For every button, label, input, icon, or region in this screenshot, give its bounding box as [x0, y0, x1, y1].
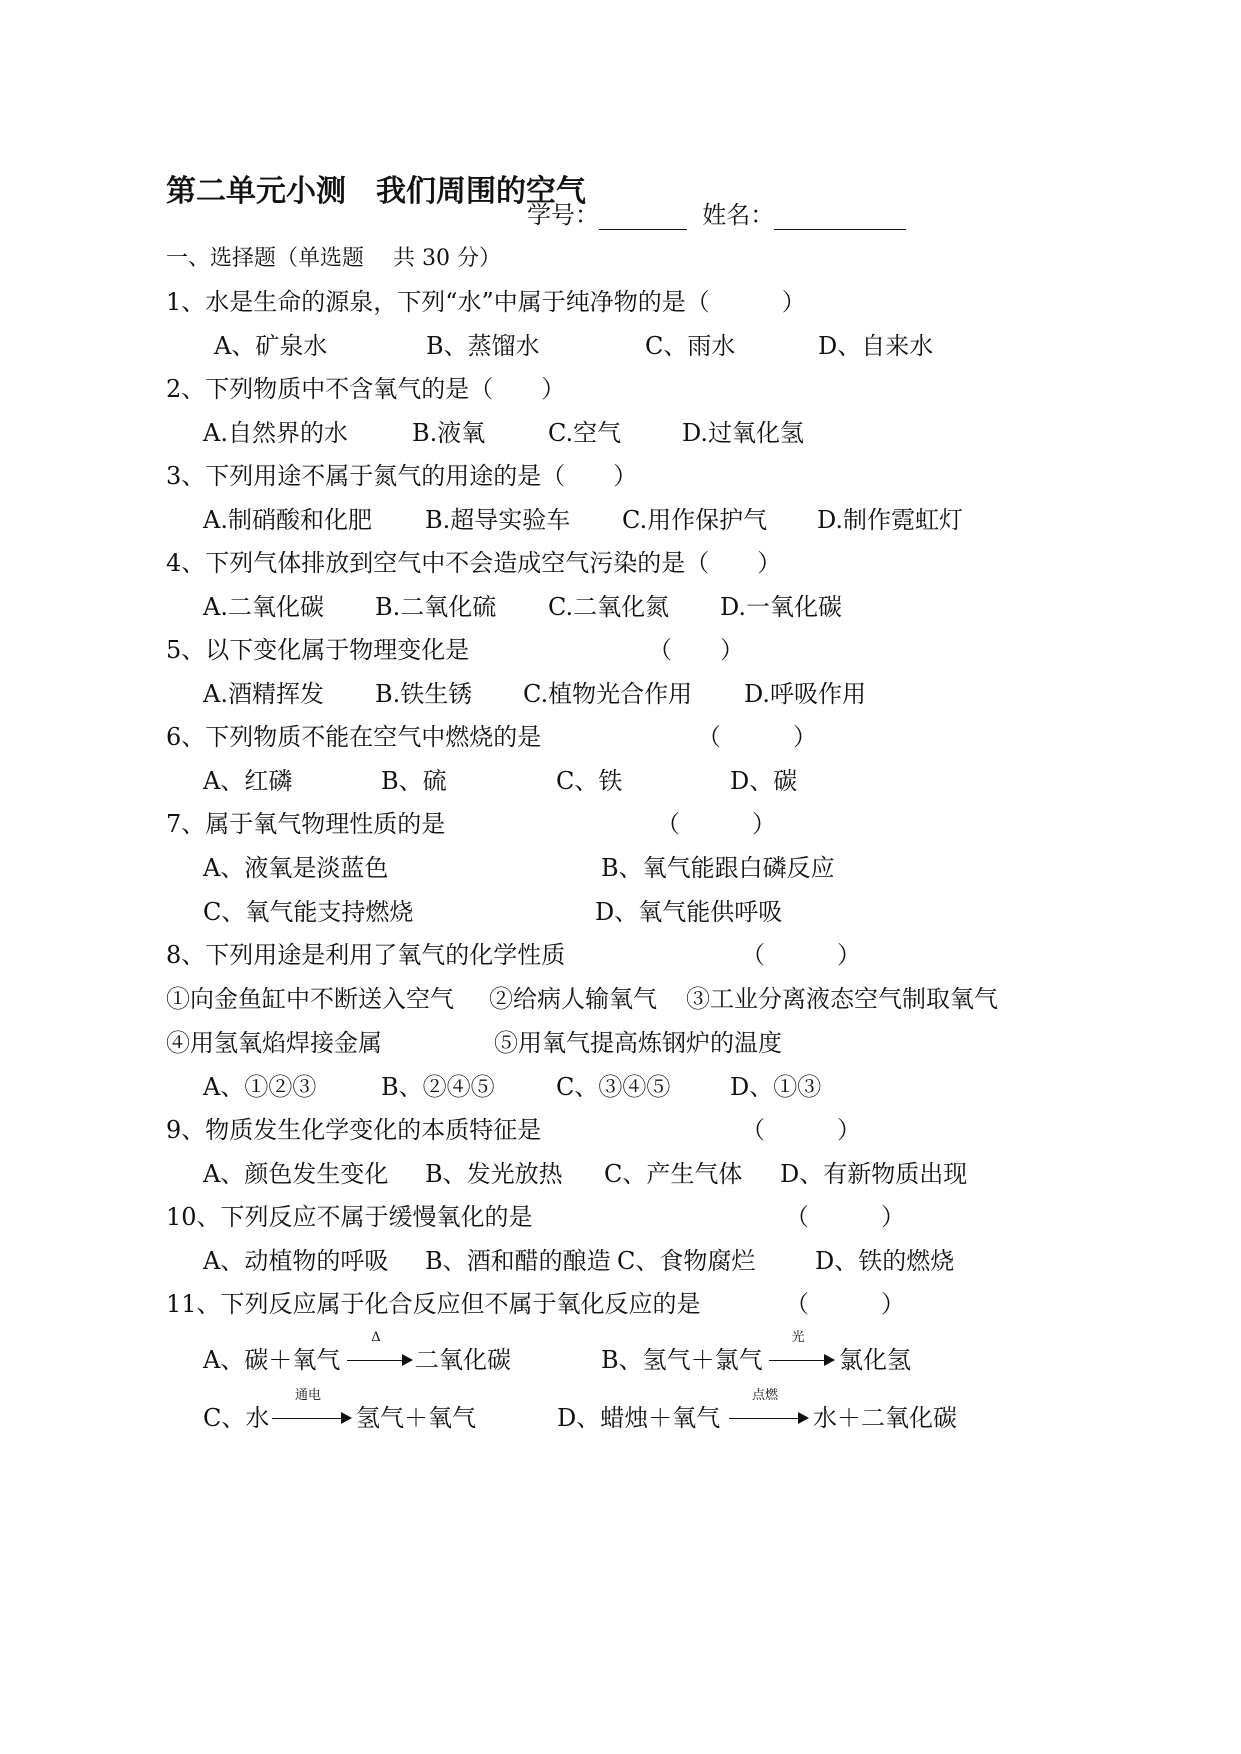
q11-option-c-condition: 通电	[294, 1388, 321, 1403]
q1-option-c[interactable]: C、雨水	[645, 332, 736, 360]
q1-option-d[interactable]: D、自来水	[818, 332, 934, 360]
question-4: 4、下列气体排放到空气中不会造成空气污染的是（ ）	[166, 549, 782, 577]
question-6: 6、下列物质不能在空气中燃烧的是	[166, 723, 542, 751]
q11-option-a-products: 二氧化碳	[415, 1346, 511, 1374]
q8-option-d[interactable]: D、①③	[730, 1073, 822, 1101]
student-name-blank[interactable]	[774, 207, 906, 230]
question-10: 10、下列反应不属于缓慢氧化的是	[166, 1203, 533, 1231]
q8-item-1: ①向金鱼缸中不断送入空气	[166, 985, 454, 1013]
question-11: 11、下列反应属于化合反应但不属于氧化反应的是	[166, 1290, 701, 1318]
q11-option-a-reactants[interactable]: A、碳＋氧气	[203, 1346, 341, 1374]
q11-option-c-reactants[interactable]: C、水	[203, 1404, 270, 1432]
q8-item-3: ③工业分离液态空气制取氧气	[686, 985, 998, 1013]
q10-option-c[interactable]: C、食物腐烂	[617, 1247, 756, 1275]
reaction-arrow-icon	[729, 1388, 809, 1433]
q2-option-b[interactable]: B.液氧	[412, 419, 486, 447]
q3-option-c[interactable]: C.用作保护气	[622, 506, 768, 534]
section-heading: 一、选择题（单选题 共 30 分）	[166, 246, 501, 271]
question-9: 9、物质发生化学变化的本质特征是	[166, 1116, 542, 1144]
q5-option-c[interactable]: C.植物光合作用	[523, 680, 693, 708]
question-7: 7、属于氧气物理性质的是	[166, 810, 446, 838]
student-id-label: 学号：	[527, 201, 599, 229]
page-title: 第二单元小测 我们周围的空气	[166, 174, 586, 209]
q6-option-b[interactable]: B、硫	[381, 767, 447, 795]
q9-answer-paren[interactable]: （ ）	[741, 1116, 861, 1144]
q11-option-b-reactants[interactable]: B、氢气＋氯气	[601, 1346, 763, 1374]
q2-option-c[interactable]: C.空气	[548, 419, 622, 447]
q4-option-a[interactable]: A.二氧化碳	[203, 593, 324, 621]
q6-option-a[interactable]: A、红磷	[203, 767, 293, 795]
q4-option-c[interactable]: C.二氧化氮	[548, 593, 670, 621]
q8-answer-paren[interactable]: （ ）	[741, 941, 861, 969]
q11-option-c-products: 氢气＋氧气	[356, 1404, 476, 1432]
q9-option-b[interactable]: B、发光放热	[425, 1160, 563, 1188]
q5-option-b[interactable]: B.铁生锈	[375, 680, 473, 708]
q6-option-c[interactable]: C、铁	[556, 767, 623, 795]
q4-option-d[interactable]: D.一氧化碳	[720, 593, 843, 621]
question-3: 3、下列用途不属于氮气的用途的是（ ）	[166, 462, 638, 490]
q9-option-d[interactable]: D、有新物质出现	[780, 1160, 968, 1188]
reaction-arrow-icon	[769, 1330, 835, 1375]
q3-option-a[interactable]: A.制硝酸和化肥	[203, 506, 372, 534]
q6-answer-paren[interactable]: （ ）	[697, 723, 817, 751]
student-name-label: 姓名：	[702, 201, 775, 229]
q6-option-d[interactable]: D、碳	[730, 767, 798, 795]
q7-answer-paren[interactable]: （ ）	[656, 810, 776, 838]
q7-option-a[interactable]: A、液氧是淡蓝色	[203, 854, 389, 882]
q11-option-a-condition: Δ	[371, 1330, 381, 1345]
q5-option-a[interactable]: A.酒精挥发	[203, 680, 324, 708]
q10-option-d[interactable]: D、铁的燃烧	[815, 1247, 955, 1275]
student-info	[527, 200, 906, 230]
question-8: 8、下列用途是利用了氧气的化学性质	[166, 941, 566, 969]
q11-option-d-products: 水＋二氧化碳	[813, 1404, 957, 1432]
q2-option-d[interactable]: D.过氧化氢	[682, 419, 805, 447]
q10-option-a[interactable]: A、动植物的呼吸	[203, 1247, 389, 1275]
q8-item-4: ④用氢氧焰焊接金属	[166, 1029, 382, 1057]
q8-option-a[interactable]: A、①②③	[203, 1073, 317, 1101]
q7-option-c[interactable]: C、氧气能支持燃烧	[203, 898, 414, 926]
q10-answer-paren[interactable]: （ ）	[785, 1203, 905, 1231]
q7-option-b[interactable]: B、氧气能跟白磷反应	[601, 854, 835, 882]
q8-option-c[interactable]: C、③④⑤	[556, 1073, 671, 1101]
q11-option-b-condition: 光	[791, 1330, 805, 1345]
q2-option-a[interactable]: A.自然界的水	[203, 419, 348, 447]
q11-option-b-products: 氯化氢	[839, 1346, 911, 1374]
q11-option-d-condition: 点燃	[751, 1388, 778, 1403]
q8-item-5: ⑤用氧气提高炼钢炉的温度	[494, 1029, 782, 1057]
q7-option-d[interactable]: D、氧气能供呼吸	[595, 898, 783, 926]
student-id-blank[interactable]	[599, 207, 687, 230]
question-5: 5、以下变化属于物理变化是	[166, 636, 470, 664]
q3-option-d[interactable]: D.制作霓虹灯	[817, 506, 964, 534]
question-1: 1、水是生命的源泉，下列“水”中属于纯净物的是（ ）	[166, 288, 806, 316]
q9-option-a[interactable]: A、颜色发生变化	[203, 1160, 389, 1188]
q11-answer-paren[interactable]: （ ）	[785, 1290, 905, 1318]
q8-option-b[interactable]: B、②④⑤	[381, 1073, 495, 1101]
q10-option-b[interactable]: B、酒和醋的酿造	[425, 1247, 611, 1275]
q4-option-b[interactable]: B.二氧化硫	[375, 593, 497, 621]
reaction-arrow-icon	[272, 1388, 352, 1433]
q5-answer-paren[interactable]: （ ）	[648, 636, 744, 664]
q8-item-2: ②给病人输氧气	[489, 985, 657, 1013]
q1-option-a[interactable]: A、矿泉水	[214, 332, 328, 360]
q5-option-d[interactable]: D.呼吸作用	[744, 680, 867, 708]
reaction-arrow-icon	[347, 1330, 413, 1375]
q3-option-b[interactable]: B.超导实验车	[425, 506, 571, 534]
q9-option-c[interactable]: C、产生气体	[604, 1160, 743, 1188]
q1-option-b[interactable]: B、蒸馏水	[426, 332, 540, 360]
question-2: 2、下列物质中不含氧气的是（ ）	[166, 375, 566, 403]
q11-option-d-reactants[interactable]: D、蜡烛＋氧气	[557, 1404, 721, 1432]
